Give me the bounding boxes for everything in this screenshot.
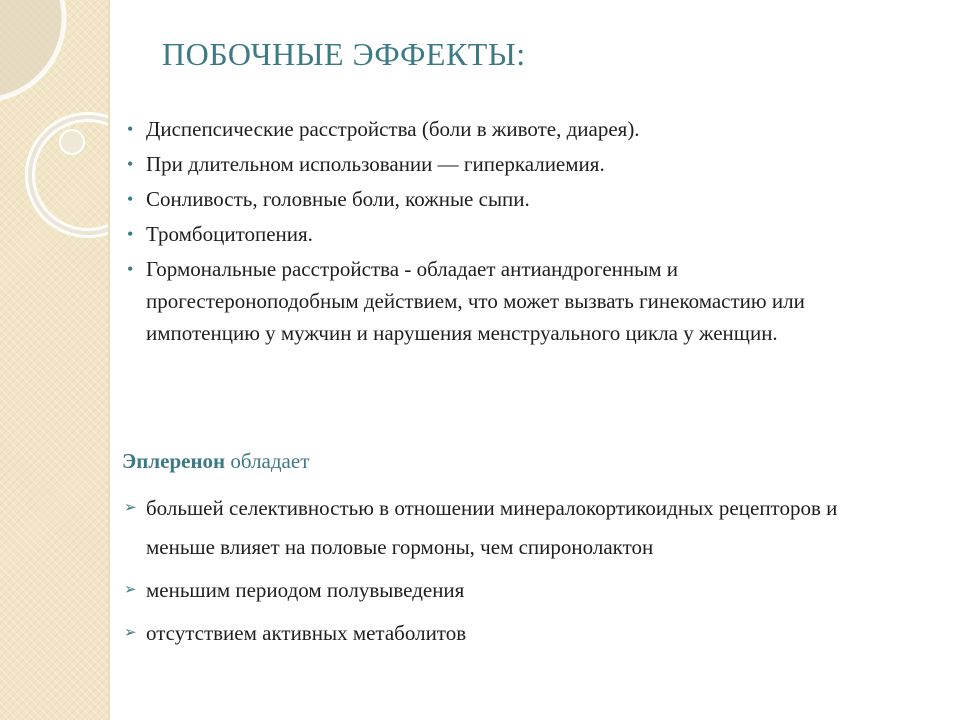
bullet-icon: • bbox=[127, 119, 134, 139]
arrow-bullet-icon: ➢ bbox=[124, 625, 137, 641]
bullet-icon: • bbox=[127, 154, 134, 174]
arrow-bullet-icon: ➢ bbox=[124, 500, 137, 516]
eplerenone-list bbox=[124, 489, 884, 657]
arrow-bullet-icon: ➢ bbox=[124, 582, 137, 598]
bullet-icon: • bbox=[127, 189, 134, 209]
list-item: • Сонливость, головные боли, кожные сыпи. bbox=[124, 183, 844, 215]
list-item: ➢ отсутствием активных метаболитов bbox=[124, 614, 884, 653]
list-item: • Тромбоцитопения. bbox=[124, 218, 844, 250]
slide-title: ПОБОЧНЫЕ ЭФФЕКТЫ: bbox=[162, 36, 526, 72]
bullet-icon: • bbox=[127, 259, 134, 279]
list-item: • При длительном использовании — гиперкалиемия. bbox=[124, 148, 844, 180]
list-item: ➢ большей селективностью в отношении минералокортикоидных рецепторов и меньше влияет на половые гормоны, чем спиронолактон bbox=[124, 489, 884, 567]
list-item: • Гормональные расстройства - обладает антиандрогенным и прогестероноподобным действием, что может вызвать гинекомастию или импотенцию у мужчин и нарушения менструального цикла у женщин. bbox=[124, 253, 844, 349]
drug-name: Эплеренон bbox=[122, 449, 226, 473]
list-item: ➢ меньшим периодом полувыведения bbox=[124, 571, 884, 610]
eplerenone-heading: Эплеренон обладает bbox=[122, 449, 310, 473]
decorative-circles bbox=[0, 0, 108, 720]
side-band-edge bbox=[108, 0, 110, 720]
decorative-side-band bbox=[0, 0, 108, 720]
list-item: • Диспепсические расстройства (боли в животе, диарея). bbox=[124, 113, 844, 145]
side-effects-list bbox=[124, 113, 844, 352]
bullet-icon: • bbox=[127, 224, 134, 244]
